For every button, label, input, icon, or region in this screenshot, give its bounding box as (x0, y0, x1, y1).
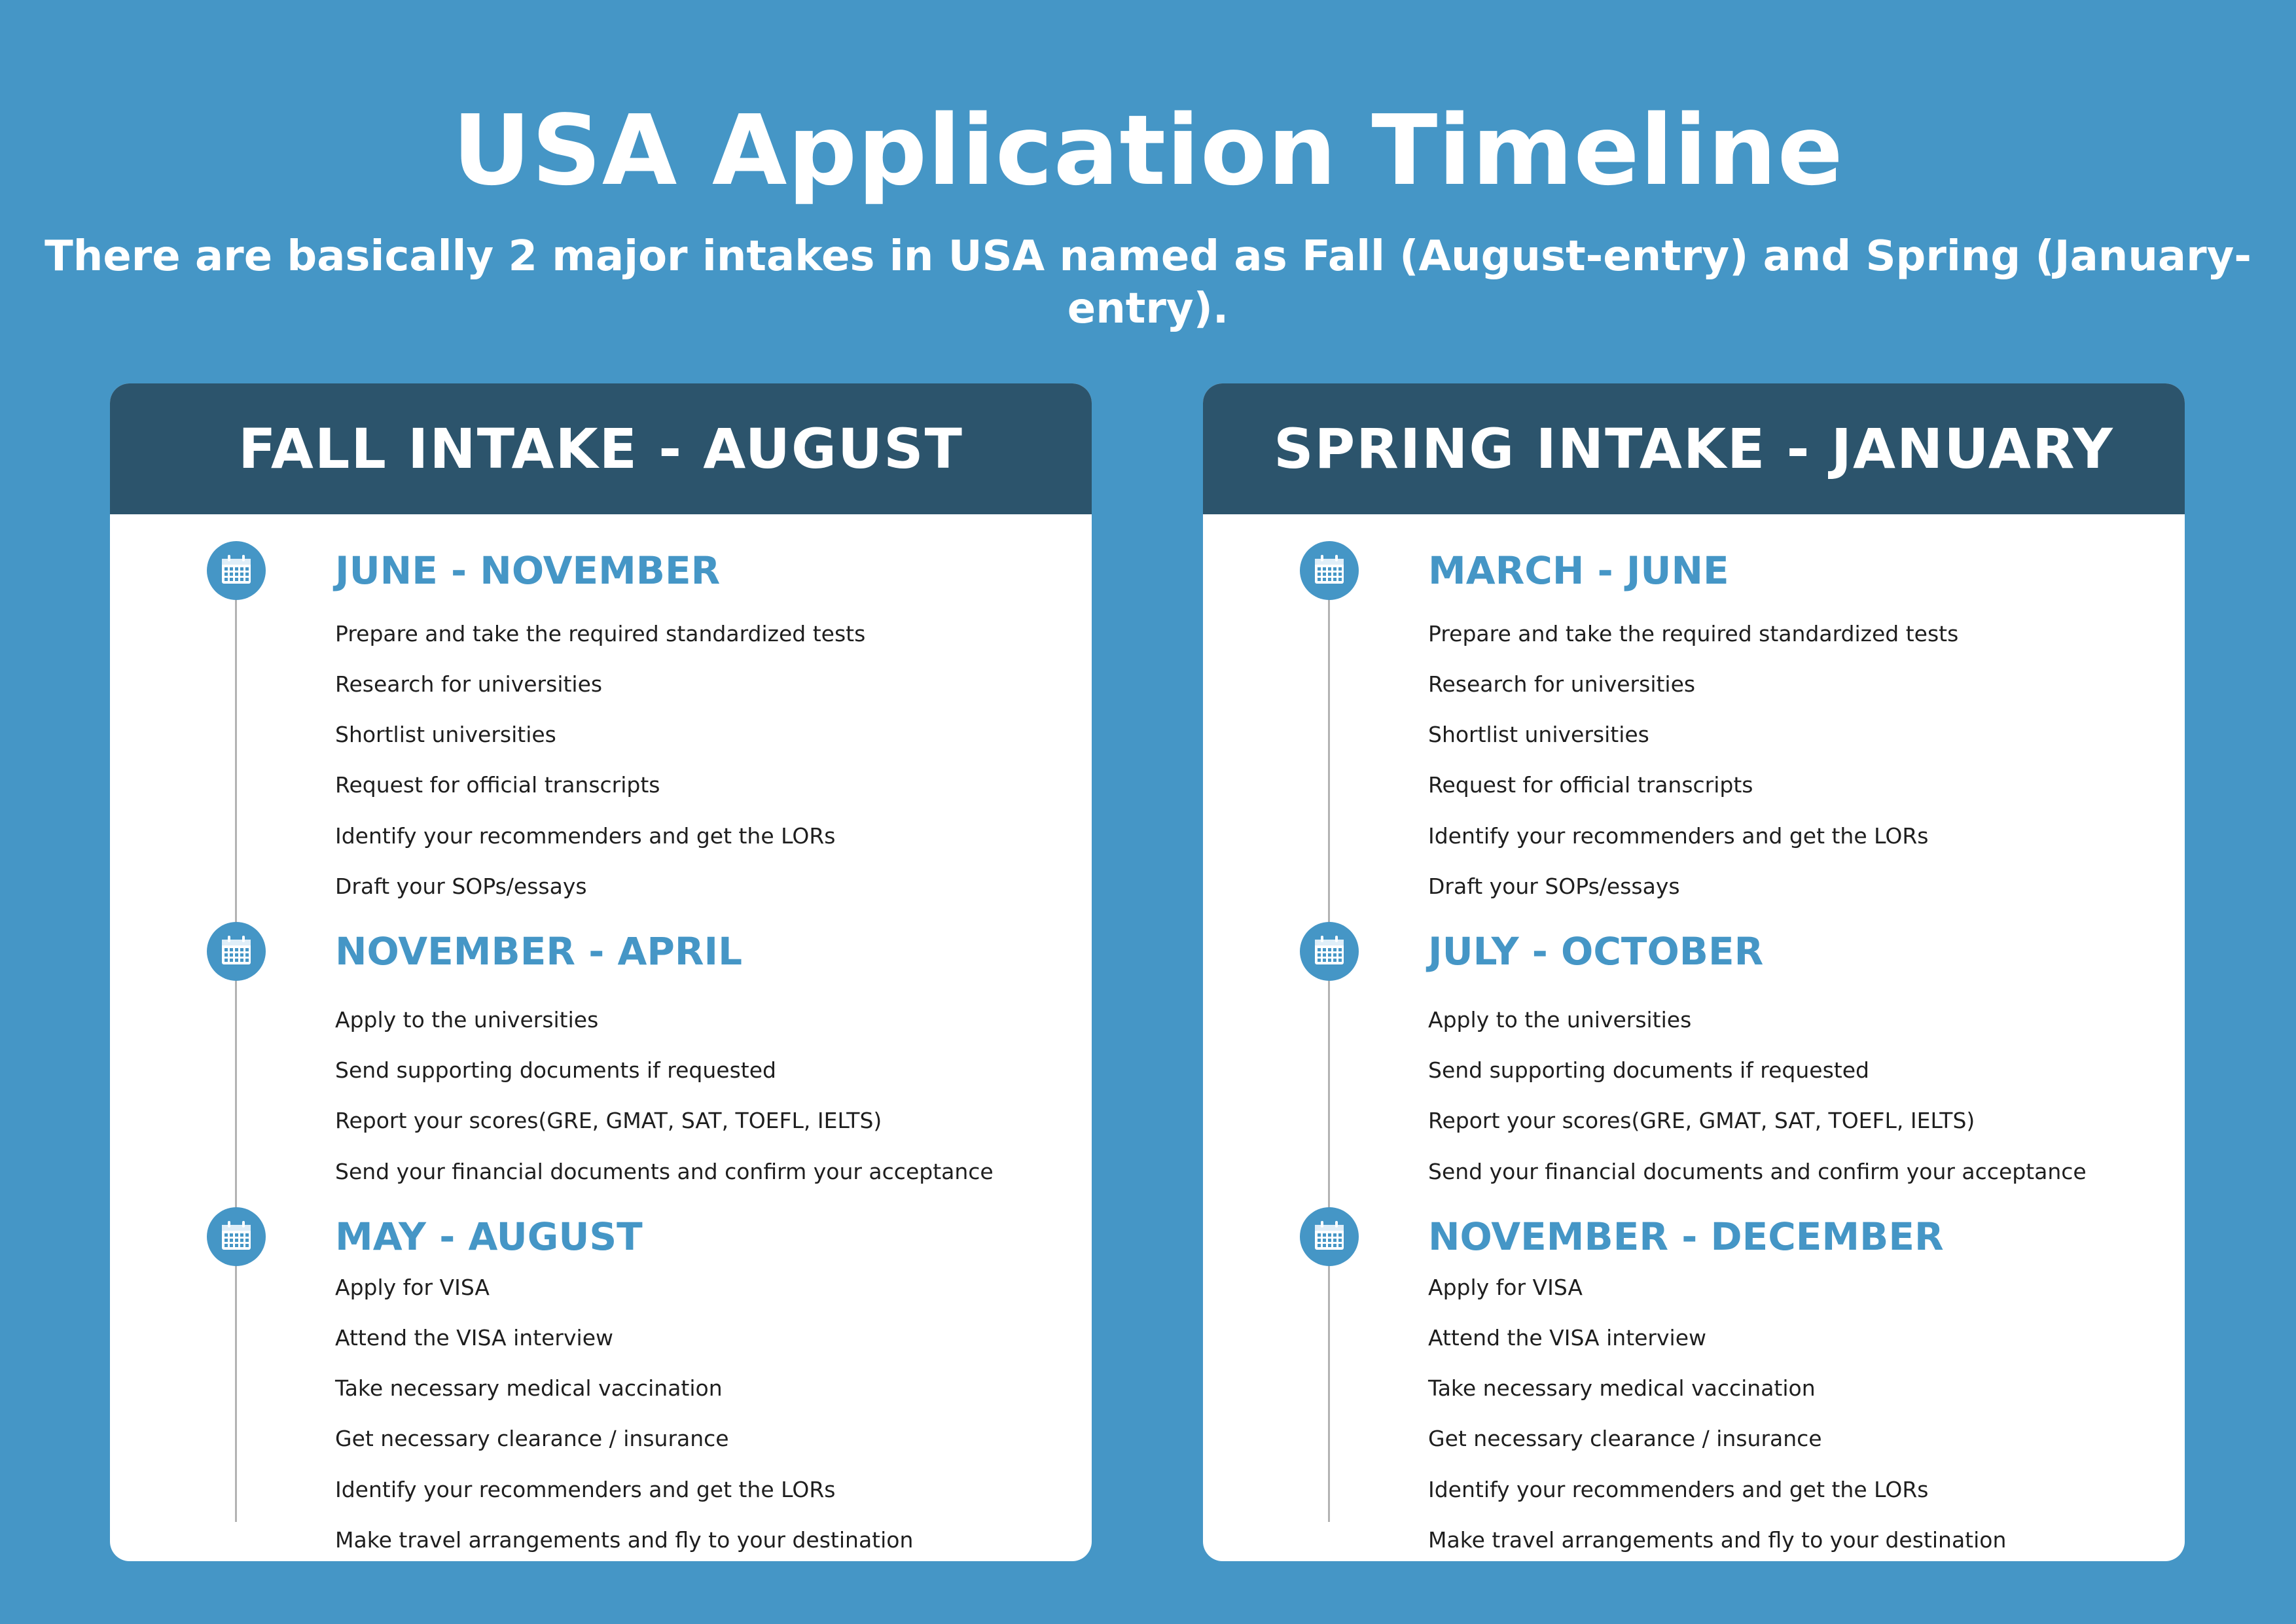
phase-title: MAY - AUGUST (335, 1214, 643, 1259)
task-item: Draft your SOPs/essays (1428, 874, 1680, 899)
phase-title: NOVEMBER - APRIL (335, 929, 743, 974)
task-item: Request for official transcripts (1428, 772, 1753, 798)
task-item: Apply to the universities (1428, 1007, 1692, 1033)
task-item: Send your financial documents and confirm your acceptance (335, 1159, 994, 1184)
fall-intake-card (110, 383, 1092, 1561)
task-item: Shortlist universities (335, 722, 556, 747)
spring-intake-card (1203, 383, 2185, 1561)
task-item: Prepare and take the required standardized tests (335, 621, 866, 646)
task-item: Take necessary medical vaccination (335, 1375, 723, 1401)
task-item: Get necessary clearance / insurance (1428, 1426, 1822, 1451)
page-title: USA Application Timeline (452, 94, 1844, 207)
task-item: Shortlist universities (1428, 722, 1649, 747)
task-item: Draft your SOPs/essays (335, 874, 587, 899)
task-item: Apply to the universities (335, 1007, 599, 1033)
task-item: Attend the VISA interview (335, 1325, 613, 1350)
calendar-icon (1300, 922, 1359, 981)
calendar-icon (207, 922, 266, 981)
task-item: Send supporting documents if requested (335, 1057, 776, 1083)
timeline-line (235, 567, 237, 1522)
task-item: Research for universities (335, 671, 603, 697)
task-item: Identify your recommenders and get the LORs (335, 1477, 836, 1502)
task-item: Send supporting documents if requested (1428, 1057, 1869, 1083)
task-item: Prepare and take the required standardized tests (1428, 621, 1959, 646)
task-item: Report your scores(GRE, GMAT, SAT, TOEFL, IELTS) (335, 1108, 882, 1133)
task-item: Research for universities (1428, 671, 1696, 697)
page-subtitle: There are basically 2 major intakes in USA named as Fall (August-entry) and Spring (January-entry). (45, 232, 2251, 333)
task-item: Attend the VISA interview (1428, 1325, 1706, 1350)
spring-intake-header: SPRING INTAKE - JANUARY (1203, 383, 2185, 514)
timeline-line (1328, 567, 1330, 1522)
task-item: Request for official transcripts (335, 772, 660, 798)
task-item: Report your scores(GRE, GMAT, SAT, TOEFL, IELTS) (1428, 1108, 1975, 1133)
phase-title: JUNE - NOVEMBER (335, 548, 721, 593)
task-item: Apply for VISA (335, 1275, 490, 1300)
calendar-icon (207, 1207, 266, 1266)
task-item: Make travel arrangements and fly to your destination (1428, 1527, 2007, 1553)
phase-title: MARCH - JUNE (1428, 548, 1729, 593)
task-item: Apply for VISA (1428, 1275, 1583, 1300)
task-item: Get necessary clearance / insurance (335, 1426, 729, 1451)
task-item: Identify your recommenders and get the LORs (1428, 1477, 1929, 1502)
task-item: Identify your recommenders and get the LORs (1428, 823, 1929, 849)
task-item: Take necessary medical vaccination (1428, 1375, 1816, 1401)
phase-title: NOVEMBER - DECEMBER (1428, 1214, 1944, 1259)
task-item: Send your financial documents and confirm your acceptance (1428, 1159, 2087, 1184)
task-item: Make travel arrangements and fly to your destination (335, 1527, 914, 1553)
calendar-icon (1300, 541, 1359, 600)
fall-intake-header: FALL INTAKE - AUGUST (110, 383, 1092, 514)
calendar-icon (1300, 1207, 1359, 1266)
phase-title: JULY - OCTOBER (1428, 929, 1764, 974)
task-item: Identify your recommenders and get the LORs (335, 823, 836, 849)
calendar-icon (207, 541, 266, 600)
